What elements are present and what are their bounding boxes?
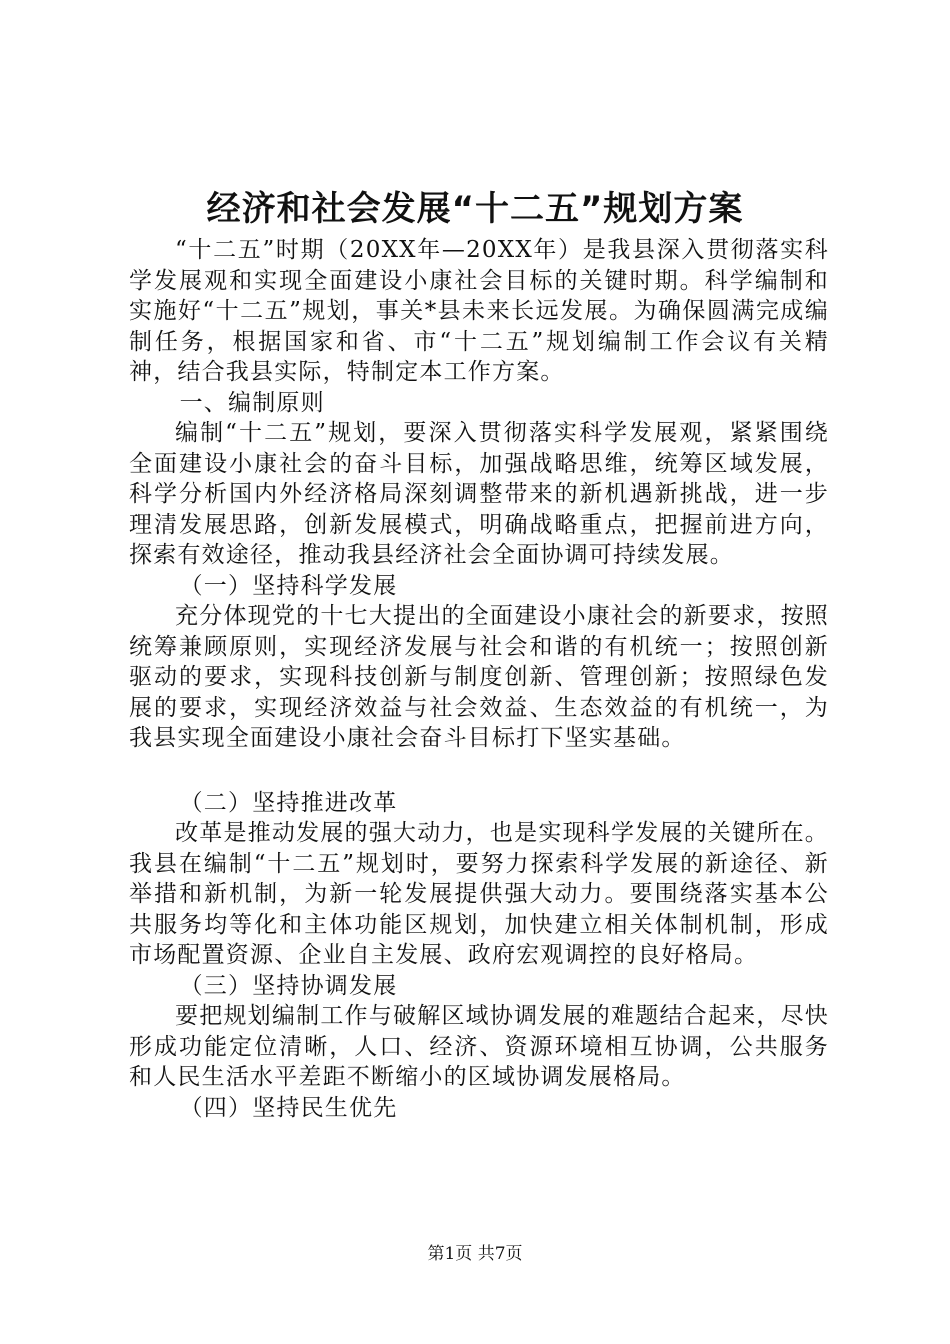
subsection-heading: （二）坚持推进改革 xyxy=(179,789,398,816)
page-footer: 第1页 共7页 xyxy=(427,1244,523,1264)
subsection-heading: （一）坚持科学发展 xyxy=(179,572,398,599)
document-body xyxy=(129,235,829,1123)
body-paragraph: 充分体现党的十七大提出的全面建设小康社会的新要求，按照统筹兼顾原则，实现经济发展与社会和谐的有机统一；按照创新驱动的要求，实现科技创新与制度创新、管理创新；按照绿色发展的要求，实现经济效益与社会效益、生态效益的有机统一，为我县实现全面建设小康社会奋斗目标打下坚实基础。 xyxy=(129,603,829,751)
section-heading: 一、编制原则 xyxy=(179,389,325,416)
subsection-heading: （三）坚持协调发展 xyxy=(179,972,398,999)
body-paragraph: 要把规划编制工作与破解区域协调发展的难题结合起来，尽快形成功能定位清晰，人口、经济、资源环境相互协调，公共服务和人民生活水平差距不断缩小的区域协调发展格局。 xyxy=(129,1003,829,1090)
intro-paragraph: “十二五”时期（20XX年—20XX年）是我县深入贯彻落实科学发展观和实现全面建设小康社会目标的关键时期。科学编制和实施好“十二五”规划，事关*县未来长远发展。为确保圆满完成编制任务，根据国家和省、市“十二五”规划编制工作会议有关精神，结合我县实际，特制定本工作方案。 xyxy=(129,237,829,385)
body-paragraph: 改革是推动发展的强大动力，也是实现科学发展的关键所在。我县在编制“十二五”规划时，要努力探索科学发展的新途径、新举措和新机制，为新一轮发展提供强大动力。要围绕落实基本公共服务均等化和主体功能区规划，加快建立相关体制机制，形成市场配置资源、企业自主发展、政府宏观调控的良好格局。 xyxy=(129,820,829,968)
document-title: 经济和社会发展“十二五”规划方案 xyxy=(206,189,744,229)
subsection-heading: （四）坚持民生优先 xyxy=(179,1094,398,1121)
paragraph-gap xyxy=(129,754,829,788)
body-paragraph: 编制“十二五”规划，要深入贯彻落实科学发展观，紧紧围绕全面建设小康社会的奋斗目标，加强战略思维，统筹区域发展，科学分析国内外经济格局深刻调整带来的新机遇新挑战，进一步理清发展思路，创新发展模式，明确战略重点，把握前进方向，探索有效途径，推动我县经济社会全面协调可持续发展。 xyxy=(129,420,829,568)
